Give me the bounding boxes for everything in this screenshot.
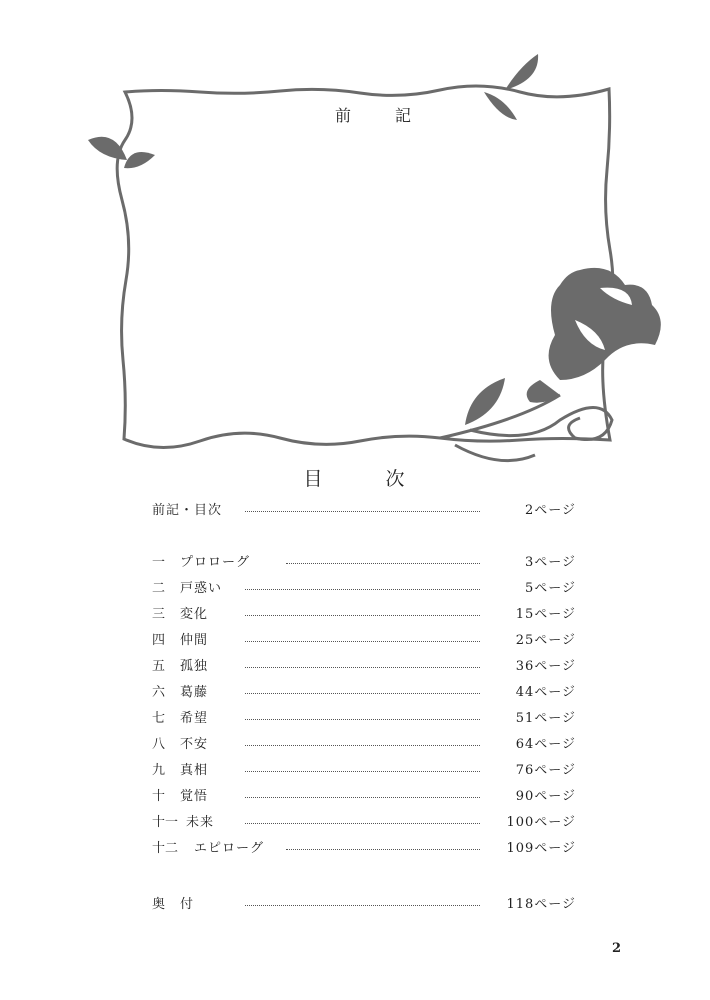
leaf-top-left-icon — [88, 137, 155, 169]
leader-dots — [245, 823, 480, 824]
toc-page: 109ページ — [506, 841, 576, 856]
leader-dots — [245, 667, 480, 668]
leader-dots — [245, 719, 480, 720]
toc-label: 戸惑い — [180, 581, 223, 596]
toc-chapter-number: 十一 — [152, 815, 179, 830]
toc-chapter-number: 二 — [152, 581, 166, 596]
leader-dots — [286, 849, 480, 850]
toc-page: 44ページ — [515, 685, 576, 700]
leader-dots — [245, 641, 480, 642]
rose-icon — [527, 268, 661, 403]
toc-label: 変化 — [180, 607, 209, 622]
toc-row — [152, 630, 576, 652]
toc-row-colophon — [152, 894, 576, 916]
toc-chapter-number: 一 — [152, 555, 166, 570]
toc-label: プロローグ — [180, 555, 251, 570]
leader-dots — [245, 745, 480, 746]
toc-label: エピローグ — [194, 841, 265, 856]
toc-label: 付 — [180, 897, 195, 912]
toc-label: 葛藤 — [180, 685, 209, 700]
toc-chapter-number: 奥 — [152, 897, 166, 912]
toc-row — [152, 708, 576, 730]
leader-dots — [245, 771, 480, 772]
toc-row — [152, 604, 576, 626]
toc-chapter-number: 六 — [152, 685, 166, 700]
toc-title: 目 次 — [303, 468, 427, 490]
toc-label: 前記・目次 — [152, 503, 223, 518]
toc-row — [152, 734, 576, 756]
leader-dots — [245, 615, 480, 616]
toc-row — [152, 552, 576, 574]
toc-chapter-number: 九 — [152, 763, 166, 778]
toc-row — [152, 812, 576, 834]
toc-label: 仲間 — [180, 633, 209, 648]
toc-label: 覚悟 — [180, 789, 209, 804]
toc-page: 118ページ — [506, 897, 576, 912]
toc-label: 不安 — [180, 737, 209, 752]
toc-page: 51ページ — [515, 711, 576, 726]
leader-dots — [245, 589, 480, 590]
toc-chapter-number: 八 — [152, 737, 166, 752]
toc-page: 25ページ — [515, 633, 576, 648]
toc-page: 3ページ — [524, 555, 576, 570]
rose-stem-icon — [440, 395, 612, 461]
toc-chapter-number: 五 — [152, 659, 166, 674]
toc-page: 36ページ — [515, 659, 576, 674]
leader-dots — [245, 797, 480, 798]
leader-dots — [286, 563, 480, 564]
toc-page: 2ページ — [524, 503, 576, 518]
toc-row — [152, 578, 576, 600]
toc-row — [152, 656, 576, 678]
toc-chapter-number: 七 — [152, 711, 166, 726]
toc-chapter-number: 三 — [152, 607, 166, 622]
leader-dots — [245, 693, 480, 694]
toc-page: 90ページ — [515, 789, 576, 804]
toc-row-preface — [152, 500, 576, 522]
leader-dots — [245, 511, 480, 512]
page-number: 2 — [611, 941, 621, 956]
toc-row — [152, 786, 576, 808]
toc-label: 真相 — [180, 763, 209, 778]
frame-title: 前 記 — [334, 106, 425, 125]
toc-page: 64ページ — [515, 737, 576, 752]
toc-label: 希望 — [180, 711, 209, 726]
toc-label: 未来 — [186, 815, 215, 830]
toc-page: 76ページ — [515, 763, 576, 778]
toc-chapter-number: 四 — [152, 633, 166, 648]
toc-row — [152, 760, 576, 782]
toc-chapter-number: 十二 — [152, 841, 179, 856]
toc-row — [152, 682, 576, 704]
toc-page: 100ページ — [506, 815, 576, 830]
toc-row — [152, 838, 576, 860]
leader-dots — [245, 905, 480, 906]
toc-label: 孤独 — [180, 659, 209, 674]
rose-leaf-icon — [465, 378, 505, 425]
toc-page: 5ページ — [524, 581, 576, 596]
toc-chapter-number: 十 — [152, 789, 166, 804]
toc-page: 15ページ — [515, 607, 576, 622]
rose-frame-illustration — [0, 0, 710, 470]
